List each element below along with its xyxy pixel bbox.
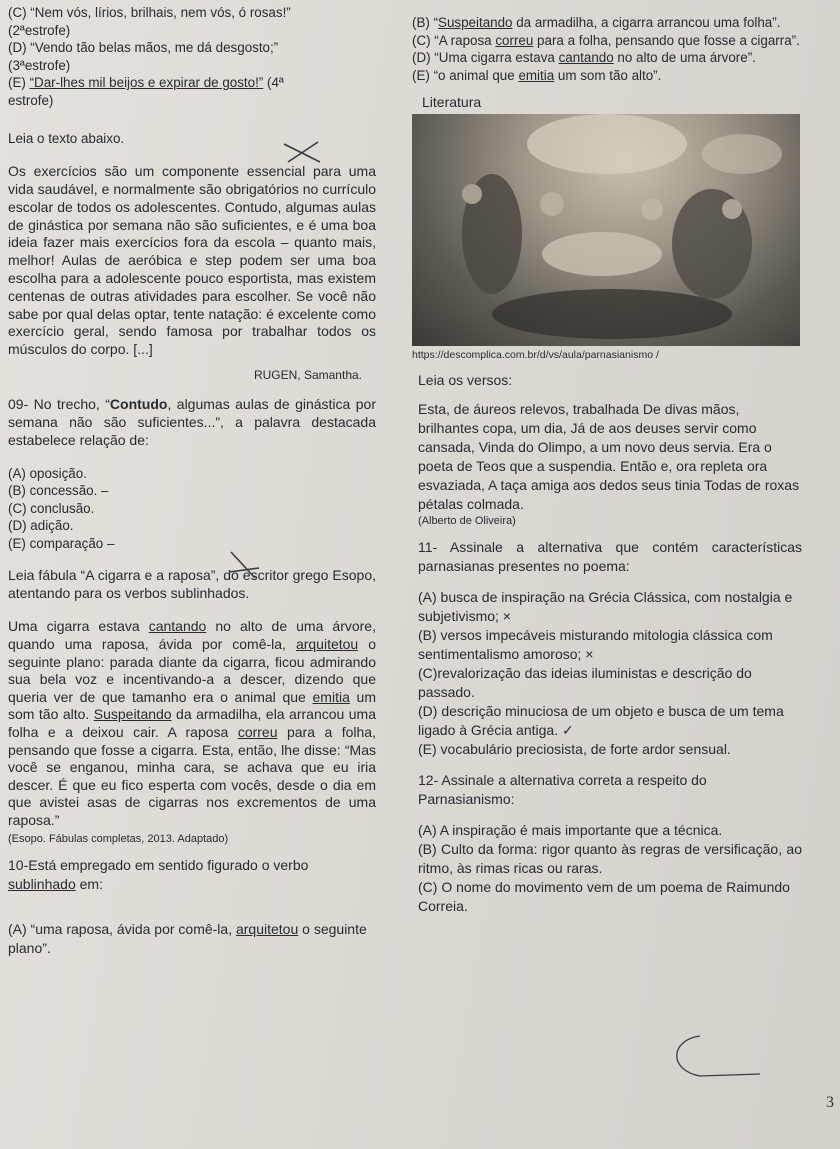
fable-instruction: Leia fábula “A cigarra e a raposa”, do escritor grego Esopo, atentando para os verbos sublinhados. [8, 567, 376, 602]
q12-option-c: (C) O nome do movimento vem de um poema de Raimundo Correia. [418, 878, 790, 914]
q12-option-b: (B) Culto da forma: rigor quanto às regras de versificação, ao ritmo, às rimas ricas ou raras. [418, 840, 802, 876]
fable-text: Uma cigarra estava cantando no alto de uma árvore, quando uma raposa, ávida por comê-la, arquitetou o seguinte plano: parada diante da cigarra, ficou admirando sua bela voz e incentivando-a a descer, dizendo que queria ver de que tamanho era o animal que emitia um som tão alto. Suspeitando da armadilha, ela arrancou uma folha e a deixou cair. A raposa correu para a folha, pensando que fosse a cigarra. Esta, então, lhe disse: “Mas você se enganou, minha cara, se achava que eu iria descer. É que eu fico esperta com vocês, desde o dia em que avistei asas de cigarras nos excrementos de uma raposa.” [8, 618, 377, 829]
page-number: 3 [826, 1094, 834, 1111]
q8-option-d: (D) “Vendo tão belas mãos, me dá desgosto;” [8, 40, 279, 56]
q11-option-c: (C)revalorização das ideias iluministas e descrição do passado. [418, 664, 752, 700]
q9-option-b: (B) concessão. – [8, 483, 109, 499]
parnassus-painting [412, 114, 800, 346]
handwritten-x-mark-2 [225, 548, 265, 584]
figure-source-url: https://descomplica.com.br/d/vs/aula/parnasianismo / [412, 348, 659, 361]
figure-title: Literatura [422, 94, 482, 111]
reading-instruction: Leia o texto abaixo. [8, 130, 125, 146]
q9-option-c: (C) conclusão. [8, 500, 95, 516]
q11-option-e: (E) vocabulário preciosista, de forte ardor sensual. [418, 740, 731, 757]
poem-text: Esta, de áureos relevos, trabalhada De divas mãos, brilhantes copa, um dia, Já de aos deuses servir como cansada, Vinda do Olimpo, a um novo deus servia. Era o poeta de Teos que a suspendia. Então e, ora repleta ora esvaziada, A taça amiga aos dedos seus tinia Todas de roxas pétalas colmada. [418, 400, 800, 512]
question-12: 12- Assinale a alternativa correta a respeito do Parnasianismo: [418, 771, 707, 807]
left-column [8, 5, 377, 958]
question-10: 10-Está empregado em sentido figurado o verbo sublinhado em: [8, 856, 309, 892]
q8-option-e: (E) “Dar-lhes mil beijos e expirar de gosto!” (4ª [8, 75, 284, 91]
q8-option-c-stanza: (2ªestrofe) [8, 22, 71, 38]
q8-option-d-stanza: (3ªestrofe) [8, 57, 71, 73]
q11-option-b: (B) versos impecáveis misturando mitologia clássica com sentimentalismo amoroso; × [418, 626, 773, 662]
verses-instruction: Leia os versos: [418, 371, 513, 388]
handwritten-x-mark [280, 138, 330, 168]
q9-option-a: (A) oposição. [8, 465, 87, 481]
q11-option-d: (D) descrição minuciosa de um objeto e busca de um tema ligado à Grécia antiga. ✓ [418, 702, 784, 738]
q8b-option-e: (E) “o animal que emitia um som tão alto”. [412, 67, 662, 83]
q9-option-e: (E) comparação – [8, 535, 115, 551]
q10-option-a: (A) “uma raposa, ávida por comê-la, arquitetou o seguinte plano”. [8, 920, 367, 956]
question-11: 11- Assinale a alternativa que contém características parnasianas presentes no poema: [418, 538, 802, 574]
poem-author: (Alberto de Oliveira) [418, 514, 516, 527]
passage-author: RUGEN, Samantha. [253, 367, 362, 382]
fable-source: (Esopo. Fábulas completas, 2013. Adaptado) [8, 832, 229, 845]
q11-option-a: (A) busca de inspiração na Grécia Clássica, com nostalgia e subjetivismo; × [418, 588, 793, 624]
q8b-option-b: (B) “Suspeitando da armadilha, a cigarra arrancou uma folha”. [412, 15, 781, 30]
q8b-option-c: (C) “A raposa correu para a folha, pensando que fosse a cigarra”. [412, 32, 800, 48]
q9-option-d: (D) adição. [8, 518, 74, 534]
exercise-passage: Os exercícios são um componente essencial para uma vida saudável, e normalmente são obrigatórios no currículo escolar de todos os adolescentes. Contudo, algumas aulas de ginástica por semana não são suficientes, e é uma boa ideia fazer mais exercícios fora da escola – quanto mais, melhor! Aulas de aeróbica e step podem ser uma boa escolha para a adolescente pouco esportista, mas existem centenas de outras atividades para escolher. Se você não sabe por qual delas optar, tente natação: é excelente como exercício geral, sendo famosa por trabalhar todos os músculos do corpo. [...] [8, 163, 376, 358]
handwritten-curve-mark [660, 1030, 770, 1080]
q8-option-c: (C) “Nem vós, lírios, brilhais, nem vós, ó rosas!” [8, 5, 291, 20]
right-column [412, 14, 802, 916]
q8-option-e-stanza: estrofe) [8, 92, 54, 108]
q8b-option-d: (D) “Uma cigarra estava cantando no alto de uma árvore”. [412, 50, 756, 66]
question-9: 09- No trecho, “Contudo, algumas aulas de ginástica por semana não são suficientes...”, a palavra destacada estabelece relação de: [8, 395, 376, 448]
painting-figures [412, 114, 800, 346]
q12-option-a: (A) A inspiração é mais importante que a técnica. [418, 821, 723, 838]
